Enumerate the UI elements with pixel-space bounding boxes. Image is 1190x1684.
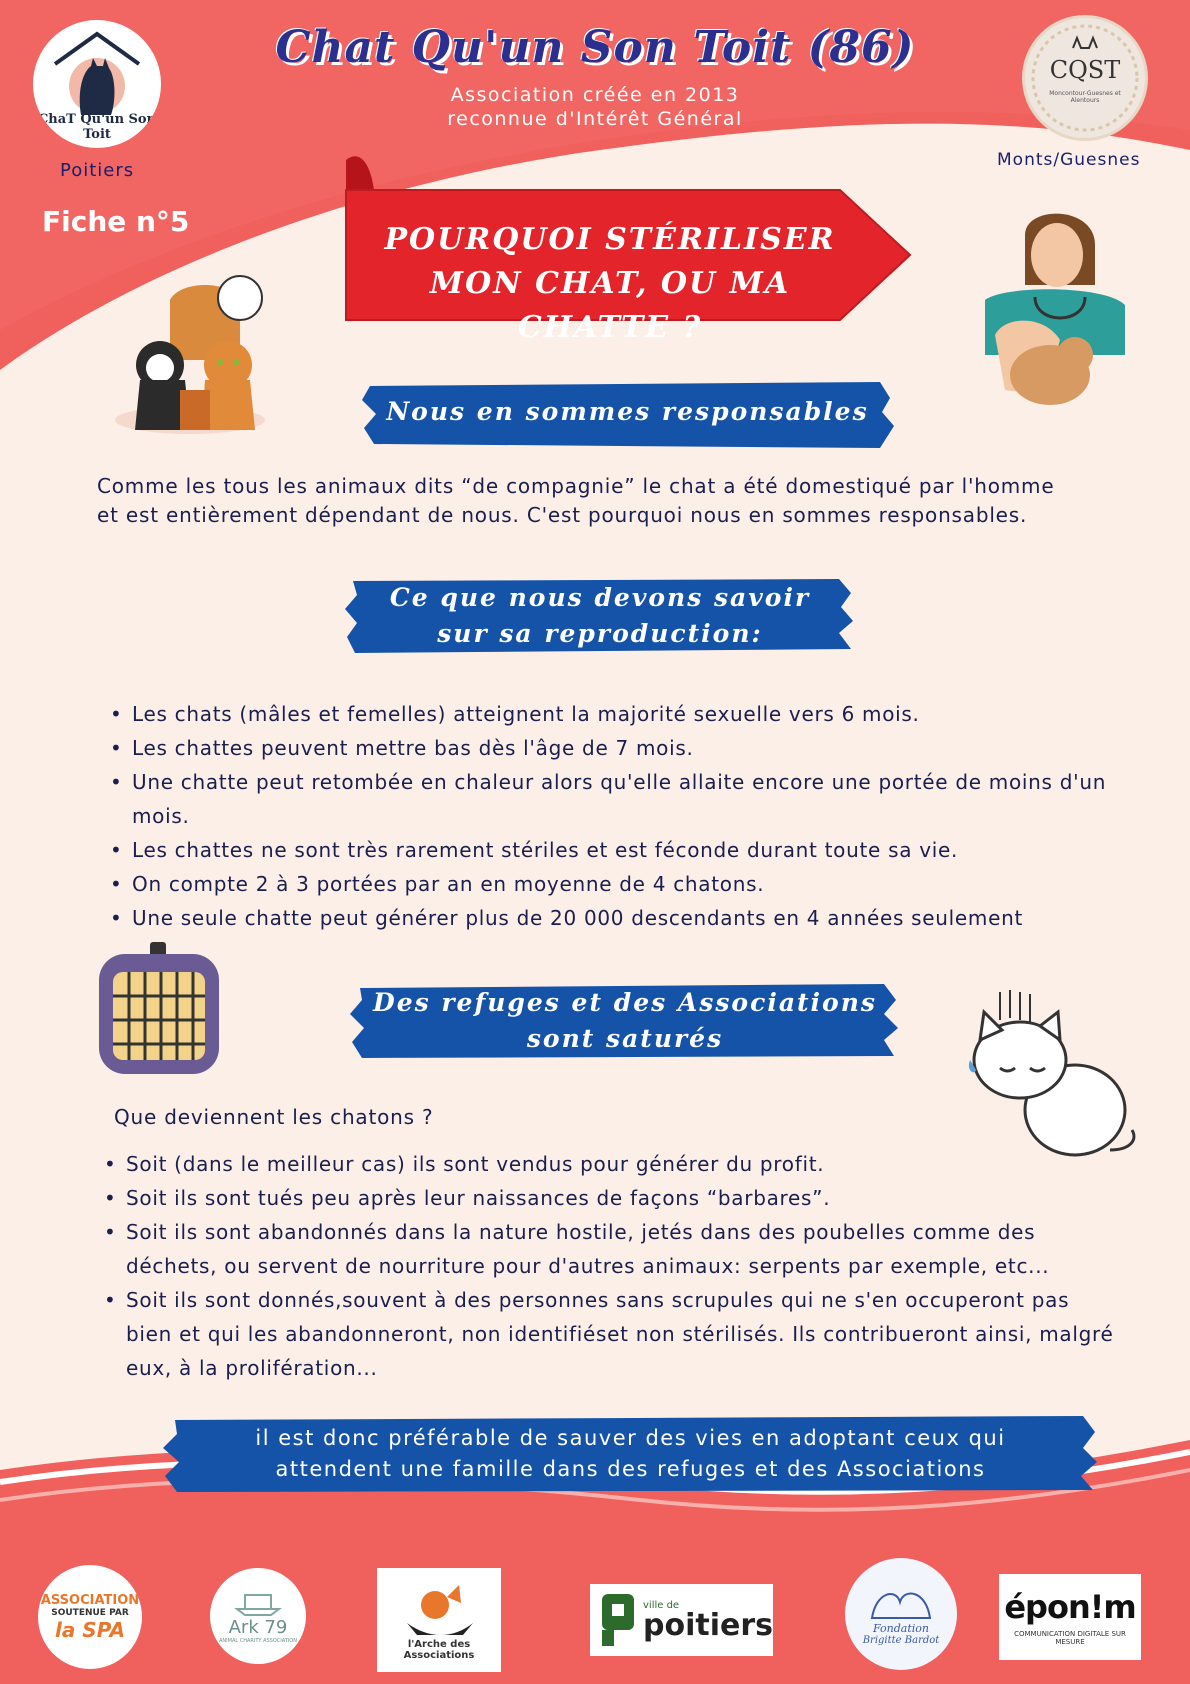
poitiers-small-text: ville de bbox=[643, 1599, 680, 1611]
left-city: Poitiers bbox=[60, 160, 135, 181]
list-item: • Soit ils sont tués peu après leur naissances de façons “barbares”. bbox=[100, 1181, 1120, 1215]
section1-heading: Nous en sommes responsables bbox=[386, 397, 869, 426]
section2-heading-line-2: sur sa reproduction: bbox=[437, 619, 763, 648]
subtitle-line-1: Association créée en 2013 bbox=[450, 84, 740, 106]
conclusion-line-2: attendent une famille dans des refuges et des Associations bbox=[275, 1457, 986, 1481]
kittens-fate-list bbox=[100, 1147, 1120, 1385]
veterinarian-illustration bbox=[965, 205, 1140, 420]
eponim-logo[interactable] bbox=[999, 1574, 1141, 1660]
list-item: • Les chattes peuvent mettre bas dès l'âge de 7 mois. bbox=[106, 731, 1116, 765]
cqst-poitiers-logo bbox=[33, 20, 161, 148]
page-title: Chat Qu'un Son Toit (86) bbox=[275, 22, 915, 73]
list-item: • Les chats (mâles et femelles) atteignent la majorité sexuelle vers 6 mois. bbox=[106, 697, 1116, 731]
spa-line-1: ASSOCIATION bbox=[40, 1592, 140, 1608]
conclusion-text bbox=[163, 1423, 1098, 1485]
list-item: • Soit ils sont donnés,souvent à des personnes sans scrupules qui ne s'en occuperont pas bien et qui les abandonneront, non identifiéset non stérilisés. Ils contribueront ainsi, malgré eux, à la prolifération... bbox=[100, 1283, 1120, 1385]
section2-heading bbox=[345, 580, 855, 652]
subtitle-line-2: reconnue d'Intérêt Général bbox=[447, 108, 743, 130]
right-logo-text: CQST bbox=[1049, 56, 1121, 84]
fiche-number: Fiche n°5 bbox=[42, 205, 190, 238]
arche-associations-logo[interactable] bbox=[377, 1568, 501, 1672]
bardot-line-1: Fondation bbox=[873, 1622, 929, 1635]
ark-icon bbox=[233, 1589, 283, 1617]
arche-animals-icon bbox=[399, 1579, 479, 1639]
section3-heading-line-1: Des refuges et des Associations bbox=[373, 988, 877, 1017]
main-banner-line-1: POURQUOI STÉRILISER bbox=[384, 222, 836, 257]
poitiers-text: poitiers bbox=[643, 1607, 773, 1643]
main-banner-line-2: MON CHAT, OU MA CHATTE ? bbox=[429, 266, 791, 345]
list-item: • Soit ils sont abandonnés dans la nature hostile, jetés dans des poubelles comme des déchets, ou servent de nourriture pour d'autres animaux: serpents par exemple, etc... bbox=[100, 1215, 1120, 1283]
sad-cat-illustration bbox=[960, 990, 1140, 1165]
section2-heading-line-1: Ce que nous devons savoir bbox=[389, 583, 811, 612]
conclusion-line-1: il est donc préférable de sauver des vies en adoptant ceux qui bbox=[255, 1426, 1006, 1450]
cqst-monts-logo bbox=[1022, 15, 1148, 141]
spa-logo[interactable] bbox=[38, 1565, 142, 1669]
eponim-small-text: COMMUNICATION DIGITALE SUR MESURE bbox=[1014, 1630, 1126, 1646]
ark-text: Ark 79 bbox=[228, 1616, 288, 1638]
poitiers-p-icon bbox=[598, 1590, 637, 1650]
cats-group-illustration bbox=[110, 270, 275, 440]
list-item: • Une seule chatte peut générer plus de 20 000 descendants en 4 années seulement bbox=[106, 901, 1116, 935]
eponim-text: épon!m bbox=[1004, 1588, 1136, 1626]
main-banner-title bbox=[350, 218, 870, 350]
section1-text bbox=[97, 472, 1137, 530]
arche-text: l'Arche des Associations bbox=[403, 1639, 475, 1661]
section1-text-line-2: et est entièrement dépendant de nous. C'est pourquoi nous en sommes responsables. bbox=[97, 503, 1028, 527]
spa-line-3: la SPA bbox=[54, 1617, 126, 1642]
list-item: • Soit (dans le meilleur cas) ils sont vendus pour générer du profit. bbox=[100, 1147, 1120, 1181]
list-item: • On compte 2 à 3 portées par an en moyenne de 4 chatons. bbox=[106, 867, 1116, 901]
right-city: Monts/Guesnes bbox=[997, 150, 1141, 170]
section3-heading bbox=[350, 985, 900, 1057]
ark79-logo[interactable] bbox=[210, 1568, 306, 1664]
section3-heading-line-2: sont saturés bbox=[526, 1024, 724, 1053]
left-logo-text: ChaT Qu'un Son Toit bbox=[37, 112, 157, 142]
section1-text-line-1: Comme les tous les animaux dits “de compagnie” le chat a été domestiqué par l'homme bbox=[97, 474, 1055, 498]
list-item: • Une chatte peut retombée en chaleur alors qu'elle allaite encore une portée de moins d'un mois. bbox=[106, 765, 1116, 833]
ark-small-text: ANIMAL CHARITY ASSOCIATION bbox=[219, 1637, 297, 1644]
reproduction-facts-list bbox=[106, 697, 1116, 935]
ville-de-poitiers-logo[interactable] bbox=[590, 1584, 773, 1656]
spa-line-2: SOUTENUE PAR bbox=[51, 1607, 129, 1618]
animals-silhouette-icon bbox=[866, 1582, 936, 1622]
fondation-brigitte-bardot-logo[interactable] bbox=[845, 1558, 957, 1670]
list-item: • Les chattes ne sont très rarement stériles et est féconde durant toute sa vie. bbox=[106, 833, 1116, 867]
bardot-line-2: Brigitte Bardot bbox=[862, 1635, 940, 1646]
right-logo-small: Moncontour-Guesnes et Alentours bbox=[1049, 90, 1121, 104]
cat-carrier-illustration bbox=[95, 940, 225, 1080]
kittens-question: Que deviennent les chatons ? bbox=[114, 1105, 434, 1129]
